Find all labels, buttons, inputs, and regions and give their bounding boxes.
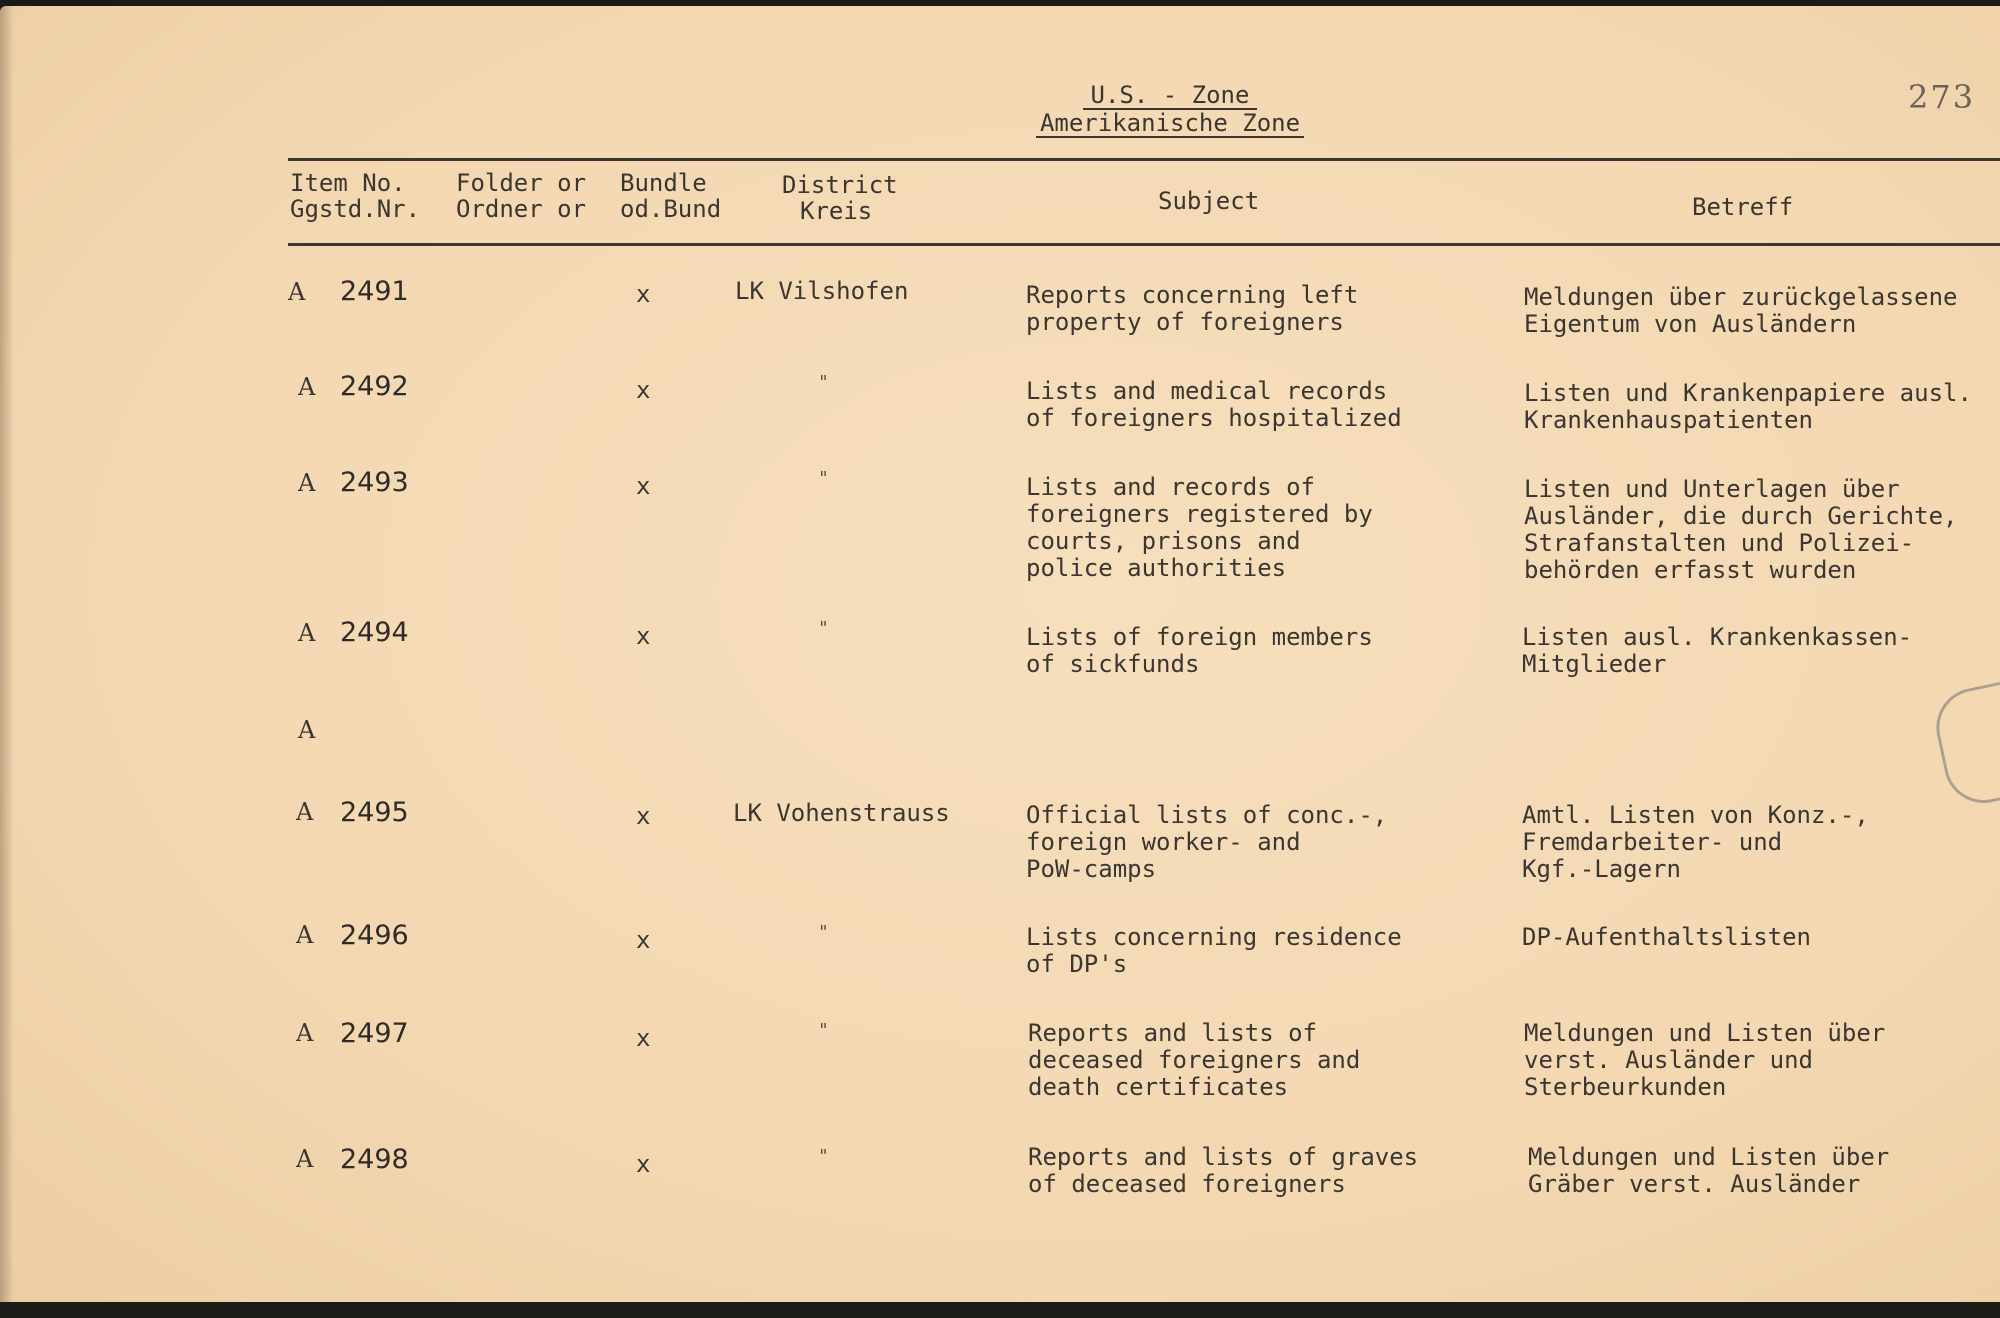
- col-folder-en: Folder or: [456, 169, 587, 197]
- row-subject: Lists and records of foreigners registered by courts, prisons and police authorities: [1026, 473, 1373, 582]
- row-item-letter: A: [298, 469, 316, 497]
- row-item-letter: A: [298, 716, 316, 744]
- row-item-number: 2494: [340, 617, 409, 648]
- row-betreff: Listen und Unterlagen über Ausländer, die durch Gerichte, Strafanstalten und Polizei- behörden erfasst wurden: [1524, 475, 1958, 584]
- row-district-ditto: ": [818, 1020, 829, 1041]
- col-district-en: District: [782, 171, 898, 199]
- row-item-number: 2493: [340, 467, 409, 498]
- row-item-number: 2498: [340, 1144, 409, 1175]
- row-betreff: Meldungen und Listen über Gräber verst. Ausländer: [1528, 1143, 1890, 1198]
- header-line-1: U.S. - Zone: [1083, 82, 1258, 110]
- row-item-letter: A: [288, 278, 306, 306]
- row-subject: Reports concerning left property of foreigners: [1026, 281, 1359, 336]
- row-bundle-mark: x: [636, 1024, 651, 1052]
- row-bundle-mark: x: [636, 376, 651, 404]
- row-item-letter: A: [296, 921, 314, 949]
- row-item-letter: A: [296, 1145, 314, 1173]
- document-page: [0, 6, 2000, 1302]
- col-betreff: Betreff: [1692, 193, 1794, 221]
- row-item-number: 2491: [340, 276, 409, 307]
- row-subject: Lists and medical records of foreigners hospitalized: [1026, 377, 1402, 432]
- row-item-letter: A: [296, 798, 314, 826]
- row-district: LK Vohenstrauss: [733, 799, 950, 827]
- row-betreff: Meldungen und Listen über verst. Ausländer und Sterbeurkunden: [1524, 1019, 1886, 1101]
- row-bundle-mark: x: [636, 926, 651, 954]
- row-betreff: Listen und Krankenpapiere ausl. Krankenhauspatienten: [1524, 379, 1972, 434]
- col-bundle-en: Bundle: [620, 169, 707, 197]
- header-rule-bottom: [288, 243, 2000, 246]
- row-district-ditto: ": [818, 372, 829, 393]
- row-subject: Reports and lists of deceased foreigners and death certificates: [1028, 1019, 1361, 1101]
- row-subject: Lists of foreign members of sickfunds: [1026, 623, 1373, 678]
- col-subject: Subject: [1158, 187, 1260, 215]
- row-district-ditto: ": [818, 468, 829, 489]
- row-item-letter: A: [298, 373, 316, 401]
- row-district-ditto: ": [818, 618, 829, 639]
- row-bundle-mark: x: [636, 1150, 651, 1178]
- row-betreff: Amtl. Listen von Konz.-, Fremdarbeiter- und Kgf.-Lagern: [1522, 801, 1869, 883]
- col-district-de: Kreis: [800, 197, 873, 225]
- row-bundle-mark: x: [636, 472, 651, 500]
- col-item-en: Item No.: [290, 169, 406, 197]
- row-item-number: 2492: [340, 371, 409, 402]
- page-edge-shadow: [0, 6, 14, 1302]
- row-item-number: 2497: [340, 1018, 409, 1049]
- zone-header: [1020, 82, 1320, 138]
- row-district-ditto: ": [818, 922, 829, 943]
- row-district-ditto: ": [818, 1146, 829, 1167]
- row-betreff: Meldungen über zurückgelassene Eigentum von Ausländern: [1524, 283, 1958, 338]
- row-bundle-mark: x: [636, 802, 651, 830]
- col-bundle-de: od.Bund: [620, 195, 722, 223]
- row-bundle-mark: x: [636, 280, 651, 308]
- row-subject: Official lists of conc.-, foreign worker- and PoW-camps: [1026, 801, 1388, 883]
- col-folder-de: Ordner or: [456, 195, 587, 223]
- paper-clip-mark: [1929, 678, 2000, 811]
- row-betreff: Listen ausl. Krankenkassen- Mitglieder: [1522, 623, 1913, 678]
- row-item-number: 2495: [340, 797, 409, 828]
- row-item-number: 2496: [340, 920, 409, 951]
- page-number: 273: [1908, 78, 1976, 116]
- row-subject: Lists concerning residence of DP's: [1026, 923, 1402, 978]
- row-district: LK Vilshofen: [735, 277, 909, 305]
- row-item-letter: A: [298, 619, 316, 647]
- row-item-letter: A: [296, 1019, 314, 1047]
- row-bundle-mark: x: [636, 622, 651, 650]
- row-betreff: DP-Aufenthaltslisten: [1522, 923, 1811, 951]
- header-rule-top: [288, 158, 2000, 161]
- col-item-de: Ggstd.Nr.: [290, 195, 421, 223]
- header-line-2: Amerikanische Zone: [1036, 110, 1304, 138]
- row-subject: Reports and lists of graves of deceased foreigners: [1028, 1143, 1419, 1198]
